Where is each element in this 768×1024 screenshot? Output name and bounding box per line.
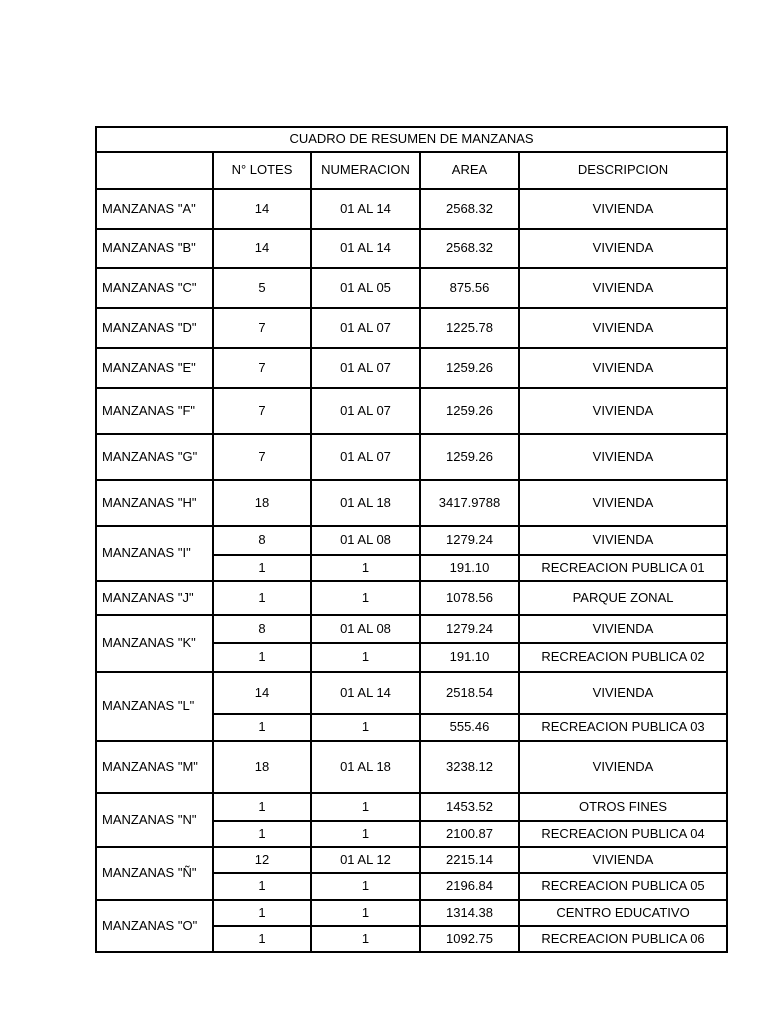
cell-numeracion: 01 AL 07 (311, 434, 420, 480)
table-row (96, 847, 727, 873)
manzana-name: MANZANAS "D" (96, 308, 213, 348)
cell-area: 191.10 (420, 555, 519, 581)
cell-area: 1225.78 (420, 308, 519, 348)
cell-lotes: 12 (213, 847, 311, 873)
manzana-name: MANZANAS "E" (96, 348, 213, 388)
manzana-name: MANZANAS "I" (96, 526, 213, 581)
cell-lotes: 1 (213, 821, 311, 847)
cell-descripcion: CENTRO EDUCATIVO (519, 900, 727, 926)
cell-area: 3238.12 (420, 741, 519, 793)
cell-lotes: 8 (213, 526, 311, 555)
cell-descripcion: VIVIENDA (519, 308, 727, 348)
cell-lotes: 5 (213, 268, 311, 308)
table-title: CUADRO DE RESUMEN DE MANZANAS (96, 127, 727, 152)
cell-descripcion: OTROS FINES (519, 793, 727, 821)
cell-numeracion: 01 AL 08 (311, 615, 420, 643)
cell-numeracion: 01 AL 12 (311, 847, 420, 873)
table-row (96, 672, 727, 714)
cell-lotes: 8 (213, 615, 311, 643)
cell-descripcion: VIVIENDA (519, 480, 727, 526)
cell-descripcion: VIVIENDA (519, 268, 727, 308)
cell-lotes: 1 (213, 581, 311, 615)
cell-descripcion: VIVIENDA (519, 741, 727, 793)
table-row (96, 793, 727, 821)
cell-numeracion: 01 AL 08 (311, 526, 420, 555)
cell-numeracion: 01 AL 07 (311, 388, 420, 434)
cell-lotes: 1 (213, 900, 311, 926)
header-area: AREA (420, 152, 519, 189)
manzana-name: MANZANAS "C" (96, 268, 213, 308)
cell-numeracion: 01 AL 14 (311, 189, 420, 229)
header-row (96, 152, 727, 189)
cell-lotes: 7 (213, 388, 311, 434)
cell-lotes: 14 (213, 229, 311, 268)
cell-area: 2100.87 (420, 821, 519, 847)
cell-numeracion: 01 AL 18 (311, 480, 420, 526)
cell-lotes: 1 (213, 793, 311, 821)
table-row (96, 581, 727, 615)
cell-descripcion: VIVIENDA (519, 526, 727, 555)
cell-area: 1314.38 (420, 900, 519, 926)
cell-lotes: 14 (213, 189, 311, 229)
table-row (96, 741, 727, 793)
cell-lotes: 1 (213, 555, 311, 581)
table-row (96, 189, 727, 229)
manzana-name: MANZANAS "N" (96, 793, 213, 847)
table-row (96, 388, 727, 434)
cell-numeracion: 01 AL 18 (311, 741, 420, 793)
cell-lotes: 14 (213, 672, 311, 714)
table-row (96, 434, 727, 480)
cell-area: 2568.32 (420, 229, 519, 268)
manzana-name: MANZANAS "Ñ" (96, 847, 213, 900)
cell-lotes: 7 (213, 308, 311, 348)
cell-area: 2215.14 (420, 847, 519, 873)
manzanas-summary-table (95, 126, 728, 953)
cell-descripcion: RECREACION PUBLICA 02 (519, 643, 727, 672)
cell-lotes: 1 (213, 873, 311, 900)
cell-descripcion: VIVIENDA (519, 672, 727, 714)
table-row (96, 480, 727, 526)
title-row (96, 127, 727, 152)
cell-numeracion: 1 (311, 581, 420, 615)
cell-area: 875.56 (420, 268, 519, 308)
table-row (96, 526, 727, 555)
cell-descripcion: RECREACION PUBLICA 01 (519, 555, 727, 581)
manzana-name: MANZANAS "O" (96, 900, 213, 952)
cell-lotes: 7 (213, 434, 311, 480)
header-blank (96, 152, 213, 189)
table-row (96, 615, 727, 643)
cell-descripcion: RECREACION PUBLICA 04 (519, 821, 727, 847)
cell-lotes: 1 (213, 714, 311, 741)
table-row (96, 308, 727, 348)
cell-numeracion: 01 AL 14 (311, 672, 420, 714)
header-descripcion: DESCRIPCION (519, 152, 727, 189)
cell-numeracion: 01 AL 07 (311, 308, 420, 348)
cell-area: 2518.54 (420, 672, 519, 714)
cell-descripcion: VIVIENDA (519, 388, 727, 434)
cell-numeracion: 01 AL 05 (311, 268, 420, 308)
manzana-name: MANZANAS "G" (96, 434, 213, 480)
cell-area: 1453.52 (420, 793, 519, 821)
manzana-name: MANZANAS "M" (96, 741, 213, 793)
manzana-name: MANZANAS "A" (96, 189, 213, 229)
cell-lotes: 7 (213, 348, 311, 388)
cell-descripcion: VIVIENDA (519, 189, 727, 229)
cell-area: 2568.32 (420, 189, 519, 229)
header-lotes: N° LOTES (213, 152, 311, 189)
cell-numeracion: 1 (311, 793, 420, 821)
cell-area: 1259.26 (420, 388, 519, 434)
cell-lotes: 18 (213, 741, 311, 793)
cell-lotes: 18 (213, 480, 311, 526)
cell-numeracion: 1 (311, 714, 420, 741)
manzana-name: MANZANAS "L" (96, 672, 213, 741)
table-row (96, 229, 727, 268)
cell-area: 3417.9788 (420, 480, 519, 526)
cell-area: 2196.84 (420, 873, 519, 900)
cell-descripcion: VIVIENDA (519, 229, 727, 268)
cell-descripcion: VIVIENDA (519, 847, 727, 873)
cell-area: 1279.24 (420, 615, 519, 643)
table-row (96, 348, 727, 388)
cell-area: 1259.26 (420, 434, 519, 480)
cell-area: 1092.75 (420, 926, 519, 952)
cell-numeracion: 1 (311, 873, 420, 900)
manzana-name: MANZANAS "B" (96, 229, 213, 268)
cell-numeracion: 01 AL 07 (311, 348, 420, 388)
cell-area: 1078.56 (420, 581, 519, 615)
manzana-name: MANZANAS "K" (96, 615, 213, 672)
manzana-name: MANZANAS "J" (96, 581, 213, 615)
cell-descripcion: RECREACION PUBLICA 05 (519, 873, 727, 900)
manzana-name: MANZANAS "H" (96, 480, 213, 526)
cell-area: 555.46 (420, 714, 519, 741)
cell-numeracion: 1 (311, 555, 420, 581)
manzana-name: MANZANAS "F" (96, 388, 213, 434)
cell-descripcion: RECREACION PUBLICA 03 (519, 714, 727, 741)
cell-numeracion: 1 (311, 821, 420, 847)
header-numeracion: NUMERACION (311, 152, 420, 189)
cell-lotes: 1 (213, 643, 311, 672)
cell-descripcion: VIVIENDA (519, 434, 727, 480)
cell-numeracion: 1 (311, 900, 420, 926)
cell-descripcion: PARQUE ZONAL (519, 581, 727, 615)
cell-numeracion: 01 AL 14 (311, 229, 420, 268)
table-row (96, 900, 727, 926)
cell-lotes: 1 (213, 926, 311, 952)
cell-descripcion: RECREACION PUBLICA 06 (519, 926, 727, 952)
cell-area: 1279.24 (420, 526, 519, 555)
cell-area: 191.10 (420, 643, 519, 672)
cell-numeracion: 1 (311, 643, 420, 672)
cell-area: 1259.26 (420, 348, 519, 388)
cell-descripcion: VIVIENDA (519, 348, 727, 388)
cell-numeracion: 1 (311, 926, 420, 952)
cell-descripcion: VIVIENDA (519, 615, 727, 643)
table-row (96, 268, 727, 308)
